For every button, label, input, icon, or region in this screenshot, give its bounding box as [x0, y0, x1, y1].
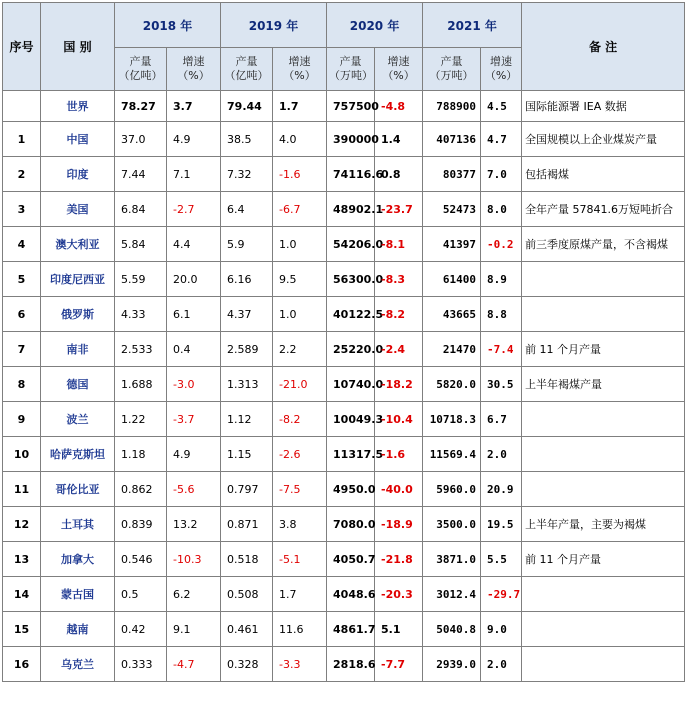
output-2019-cell: 0.871 — [221, 507, 273, 542]
output-2021-cell: 5040.8 — [423, 612, 481, 647]
table-row — [3, 91, 685, 122]
growth-2018-cell: -10.3 — [167, 542, 221, 577]
output-2018-cell: 4.33 — [115, 297, 167, 332]
output-2021-cell: 788900 — [423, 91, 481, 122]
note-cell — [522, 577, 685, 612]
country-cell: 乌克兰 — [41, 647, 115, 682]
note-header: 备 注 — [522, 3, 685, 91]
country-cell: 澳大利亚 — [41, 227, 115, 262]
note-cell — [522, 297, 685, 332]
seq-cell: 9 — [3, 402, 41, 437]
output-2021-cell: 43665 — [423, 297, 481, 332]
growth-2020-cell: -8.3 — [375, 262, 423, 297]
seq-cell: 6 — [3, 297, 41, 332]
output-2019-cell: 38.5 — [221, 122, 273, 157]
output-2019-cell: 0.461 — [221, 612, 273, 647]
seq-cell: 11 — [3, 472, 41, 507]
growth-2019-cell: -6.7 — [273, 192, 327, 227]
growth-2021-cell: 4.5 — [481, 91, 522, 122]
output-2020-cell: 390000 — [327, 122, 375, 157]
country-cell: 波兰 — [41, 402, 115, 437]
growth-2021-cell: 2.0 — [481, 647, 522, 682]
output-subheader — [327, 48, 375, 91]
growth-2020-cell: -10.4 — [375, 402, 423, 437]
seq-cell: 14 — [3, 577, 41, 612]
table-row — [3, 472, 685, 507]
growth-2021-cell: 9.0 — [481, 612, 522, 647]
note-cell: 全年产量 57841.6万短吨折合 — [522, 192, 685, 227]
output-2018-cell: 0.333 — [115, 647, 167, 682]
subheader-unit: （亿吨） — [224, 69, 269, 82]
note-cell: 前 11 个月产量 — [522, 332, 685, 367]
growth-2018-cell: 7.1 — [167, 157, 221, 192]
output-subheader — [423, 48, 481, 91]
output-2018-cell: 6.84 — [115, 192, 167, 227]
growth-2020-cell: -7.7 — [375, 647, 423, 682]
output-2021-cell: 407136 — [423, 122, 481, 157]
table-row — [3, 612, 685, 647]
output-2020-cell: 757500 — [327, 91, 375, 122]
subheader-label: 产量 — [129, 55, 152, 68]
growth-2019-cell: -3.3 — [273, 647, 327, 682]
output-2020-cell: 4050.7 — [327, 542, 375, 577]
growth-2021-cell: 5.5 — [481, 542, 522, 577]
country-cell: 土耳其 — [41, 507, 115, 542]
year-header-2020: 2020 年 — [327, 3, 423, 48]
country-cell: 世界 — [41, 91, 115, 122]
output-2020-cell: 7080.0 — [327, 507, 375, 542]
table-row — [3, 157, 685, 192]
growth-2021-cell: -7.4 — [481, 332, 522, 367]
table-row — [3, 367, 685, 402]
growth-2019-cell: -21.0 — [273, 367, 327, 402]
output-2021-cell: 2939.0 — [423, 647, 481, 682]
note-cell — [522, 647, 685, 682]
subheader-unit: （%） — [177, 69, 210, 82]
output-2021-cell: 52473 — [423, 192, 481, 227]
output-2019-cell: 5.9 — [221, 227, 273, 262]
growth-2019-cell: 11.6 — [273, 612, 327, 647]
output-2020-cell: 40122.5 — [327, 297, 375, 332]
country-cell: 越南 — [41, 612, 115, 647]
output-2018-cell: 7.44 — [115, 157, 167, 192]
growth-2018-cell: 4.9 — [167, 437, 221, 472]
output-2019-cell: 2.589 — [221, 332, 273, 367]
growth-2021-cell: -29.7 — [481, 577, 522, 612]
growth-2020-cell: 0.8 — [375, 157, 423, 192]
output-2018-cell: 1.688 — [115, 367, 167, 402]
output-2019-cell: 7.32 — [221, 157, 273, 192]
output-2018-cell: 0.839 — [115, 507, 167, 542]
output-2019-cell: 1.313 — [221, 367, 273, 402]
growth-2018-cell: 9.1 — [167, 612, 221, 647]
growth-2021-cell: 19.5 — [481, 507, 522, 542]
output-subheader — [115, 48, 167, 91]
output-2019-cell: 6.4 — [221, 192, 273, 227]
growth-2019-cell: -5.1 — [273, 542, 327, 577]
output-2018-cell: 37.0 — [115, 122, 167, 157]
growth-2020-cell: -18.2 — [375, 367, 423, 402]
seq-cell: 7 — [3, 332, 41, 367]
growth-2021-cell: 7.0 — [481, 157, 522, 192]
growth-2021-cell: 8.0 — [481, 192, 522, 227]
growth-2020-cell: -21.8 — [375, 542, 423, 577]
output-2020-cell: 54206.0 — [327, 227, 375, 262]
output-2021-cell: 5960.0 — [423, 472, 481, 507]
country-cell: 哥伦比亚 — [41, 472, 115, 507]
subheader-label: 产量 — [235, 55, 258, 68]
output-subheader — [221, 48, 273, 91]
note-cell: 上半年褐煤产量 — [522, 367, 685, 402]
growth-2019-cell: -1.6 — [273, 157, 327, 192]
table-row — [3, 227, 685, 262]
note-cell — [522, 472, 685, 507]
growth-2018-cell: -4.7 — [167, 647, 221, 682]
output-2020-cell: 48902.1 — [327, 192, 375, 227]
growth-2021-cell: 4.7 — [481, 122, 522, 157]
seq-header: 序号 — [3, 3, 41, 91]
growth-subheader — [481, 48, 522, 91]
growth-subheader — [273, 48, 327, 91]
output-2020-cell: 4048.6 — [327, 577, 375, 612]
output-2019-cell: 0.328 — [221, 647, 273, 682]
subheader-label: 增速 — [387, 55, 410, 68]
output-2018-cell: 2.533 — [115, 332, 167, 367]
subheader-label: 增速 — [288, 55, 311, 68]
note-cell: 前 11 个月产量 — [522, 542, 685, 577]
country-cell: 俄罗斯 — [41, 297, 115, 332]
growth-2018-cell: 13.2 — [167, 507, 221, 542]
growth-2020-cell: -8.1 — [375, 227, 423, 262]
output-2019-cell: 4.37 — [221, 297, 273, 332]
country-cell: 蒙古国 — [41, 577, 115, 612]
growth-2018-cell: 6.2 — [167, 577, 221, 612]
output-2018-cell: 5.59 — [115, 262, 167, 297]
output-2018-cell: 1.22 — [115, 402, 167, 437]
growth-2018-cell: -2.7 — [167, 192, 221, 227]
output-2018-cell: 0.546 — [115, 542, 167, 577]
growth-2019-cell: 1.0 — [273, 227, 327, 262]
output-2018-cell: 1.18 — [115, 437, 167, 472]
growth-2019-cell: 1.7 — [273, 91, 327, 122]
note-cell — [522, 402, 685, 437]
table-row — [3, 647, 685, 682]
seq-cell: 12 — [3, 507, 41, 542]
note-cell: 全国规模以上企业煤炭产量 — [522, 122, 685, 157]
year-header-2021: 2021 年 — [423, 3, 522, 48]
seq-cell: 13 — [3, 542, 41, 577]
growth-2018-cell: 4.4 — [167, 227, 221, 262]
growth-2021-cell: 30.5 — [481, 367, 522, 402]
growth-subheader — [167, 48, 221, 91]
table-row — [3, 542, 685, 577]
growth-2020-cell: 5.1 — [375, 612, 423, 647]
growth-2020-cell: -18.9 — [375, 507, 423, 542]
output-2018-cell: 78.27 — [115, 91, 167, 122]
output-2019-cell: 1.12 — [221, 402, 273, 437]
seq-cell: 1 — [3, 122, 41, 157]
growth-2021-cell: 6.7 — [481, 402, 522, 437]
output-2021-cell: 11569.4 — [423, 437, 481, 472]
seq-cell: 2 — [3, 157, 41, 192]
subheader-label: 产量 — [339, 55, 362, 68]
output-2020-cell: 10049.3 — [327, 402, 375, 437]
growth-2018-cell: 3.7 — [167, 91, 221, 122]
table-row — [3, 402, 685, 437]
table-row — [3, 332, 685, 367]
growth-2019-cell: 3.8 — [273, 507, 327, 542]
output-2018-cell: 0.862 — [115, 472, 167, 507]
growth-2021-cell: 8.9 — [481, 262, 522, 297]
output-2021-cell: 3871.0 — [423, 542, 481, 577]
growth-2018-cell: -3.0 — [167, 367, 221, 402]
seq-cell: 10 — [3, 437, 41, 472]
growth-2020-cell: -40.0 — [375, 472, 423, 507]
table-row — [3, 122, 685, 157]
output-2021-cell: 3012.4 — [423, 577, 481, 612]
seq-cell — [3, 91, 41, 122]
output-2020-cell: 74116.6 — [327, 157, 375, 192]
output-2019-cell: 0.518 — [221, 542, 273, 577]
growth-2018-cell: 20.0 — [167, 262, 221, 297]
growth-2019-cell: 4.0 — [273, 122, 327, 157]
table-row — [3, 262, 685, 297]
output-2019-cell: 0.508 — [221, 577, 273, 612]
growth-2020-cell: -2.4 — [375, 332, 423, 367]
table-body — [3, 91, 685, 682]
growth-2019-cell: 1.0 — [273, 297, 327, 332]
output-2019-cell: 0.797 — [221, 472, 273, 507]
output-2020-cell: 2818.6 — [327, 647, 375, 682]
country-cell: 美国 — [41, 192, 115, 227]
output-2021-cell: 3500.0 — [423, 507, 481, 542]
note-cell — [522, 612, 685, 647]
growth-2020-cell: -8.2 — [375, 297, 423, 332]
subheader-label: 增速 — [182, 55, 205, 68]
country-cell: 加拿大 — [41, 542, 115, 577]
growth-2020-cell: -4.8 — [375, 91, 423, 122]
output-2021-cell: 41397 — [423, 227, 481, 262]
growth-2018-cell: -5.6 — [167, 472, 221, 507]
growth-2020-cell: -1.6 — [375, 437, 423, 472]
table-row — [3, 297, 685, 332]
table-header — [3, 3, 685, 91]
year-header-2019: 2019 年 — [221, 3, 327, 48]
output-2020-cell: 56300.0 — [327, 262, 375, 297]
country-cell: 印度尼西亚 — [41, 262, 115, 297]
growth-2021-cell: 20.9 — [481, 472, 522, 507]
output-2020-cell: 4950.0 — [327, 472, 375, 507]
country-cell: 哈萨克斯坦 — [41, 437, 115, 472]
note-cell: 前三季度原煤产量，不含褐煤 — [522, 227, 685, 262]
output-2021-cell: 5820.0 — [423, 367, 481, 402]
output-2021-cell: 10718.3 — [423, 402, 481, 437]
output-2020-cell: 11317.5 — [327, 437, 375, 472]
growth-2021-cell: 8.8 — [481, 297, 522, 332]
subheader-unit: （%） — [283, 69, 316, 82]
growth-2018-cell: 6.1 — [167, 297, 221, 332]
seq-cell: 8 — [3, 367, 41, 402]
subheader-label: 产量 — [440, 55, 463, 68]
growth-2019-cell: 9.5 — [273, 262, 327, 297]
growth-2020-cell: -23.7 — [375, 192, 423, 227]
growth-2019-cell: 2.2 — [273, 332, 327, 367]
output-2020-cell: 10740.0 — [327, 367, 375, 402]
growth-2021-cell: 2.0 — [481, 437, 522, 472]
note-cell — [522, 437, 685, 472]
growth-2019-cell: -2.6 — [273, 437, 327, 472]
note-cell: 国际能源署 IEA 数据 — [522, 91, 685, 122]
growth-subheader — [375, 48, 423, 91]
growth-2021-cell: -0.2 — [481, 227, 522, 262]
growth-2020-cell: -20.3 — [375, 577, 423, 612]
output-2019-cell: 1.15 — [221, 437, 273, 472]
country-cell: 中国 — [41, 122, 115, 157]
subheader-label: 增速 — [490, 55, 513, 68]
output-2020-cell: 4861.7 — [327, 612, 375, 647]
table-row — [3, 577, 685, 612]
subheader-unit: （万吨） — [329, 69, 374, 82]
coal-production-table — [2, 2, 685, 682]
output-2021-cell: 80377 — [423, 157, 481, 192]
note-cell: 上半年产量，主要为褐煤 — [522, 507, 685, 542]
output-2021-cell: 61400 — [423, 262, 481, 297]
seq-cell: 16 — [3, 647, 41, 682]
output-2019-cell: 79.44 — [221, 91, 273, 122]
note-cell: 包括褐煤 — [522, 157, 685, 192]
growth-2018-cell: 0.4 — [167, 332, 221, 367]
table-row — [3, 507, 685, 542]
year-header-2018: 2018 年 — [115, 3, 221, 48]
country-header: 国 别 — [41, 3, 115, 91]
note-cell — [522, 262, 685, 297]
subheader-unit: （万吨） — [429, 69, 474, 82]
table-row — [3, 192, 685, 227]
country-cell: 南非 — [41, 332, 115, 367]
country-cell: 印度 — [41, 157, 115, 192]
seq-cell: 4 — [3, 227, 41, 262]
growth-2018-cell: 4.9 — [167, 122, 221, 157]
growth-2019-cell: -8.2 — [273, 402, 327, 437]
subheader-unit: （%） — [484, 69, 518, 82]
seq-cell: 5 — [3, 262, 41, 297]
table-row — [3, 437, 685, 472]
subheader-unit: （%） — [382, 69, 415, 82]
subheader-unit: （亿吨） — [118, 69, 163, 82]
output-2018-cell: 5.84 — [115, 227, 167, 262]
growth-2018-cell: -3.7 — [167, 402, 221, 437]
seq-cell: 15 — [3, 612, 41, 647]
output-2020-cell: 25220.0 — [327, 332, 375, 367]
growth-2019-cell: 1.7 — [273, 577, 327, 612]
output-2019-cell: 6.16 — [221, 262, 273, 297]
country-cell: 德国 — [41, 367, 115, 402]
seq-cell: 3 — [3, 192, 41, 227]
output-2021-cell: 21470 — [423, 332, 481, 367]
output-2018-cell: 0.42 — [115, 612, 167, 647]
output-2018-cell: 0.5 — [115, 577, 167, 612]
growth-2019-cell: -7.5 — [273, 472, 327, 507]
growth-2020-cell: 1.4 — [375, 122, 423, 157]
